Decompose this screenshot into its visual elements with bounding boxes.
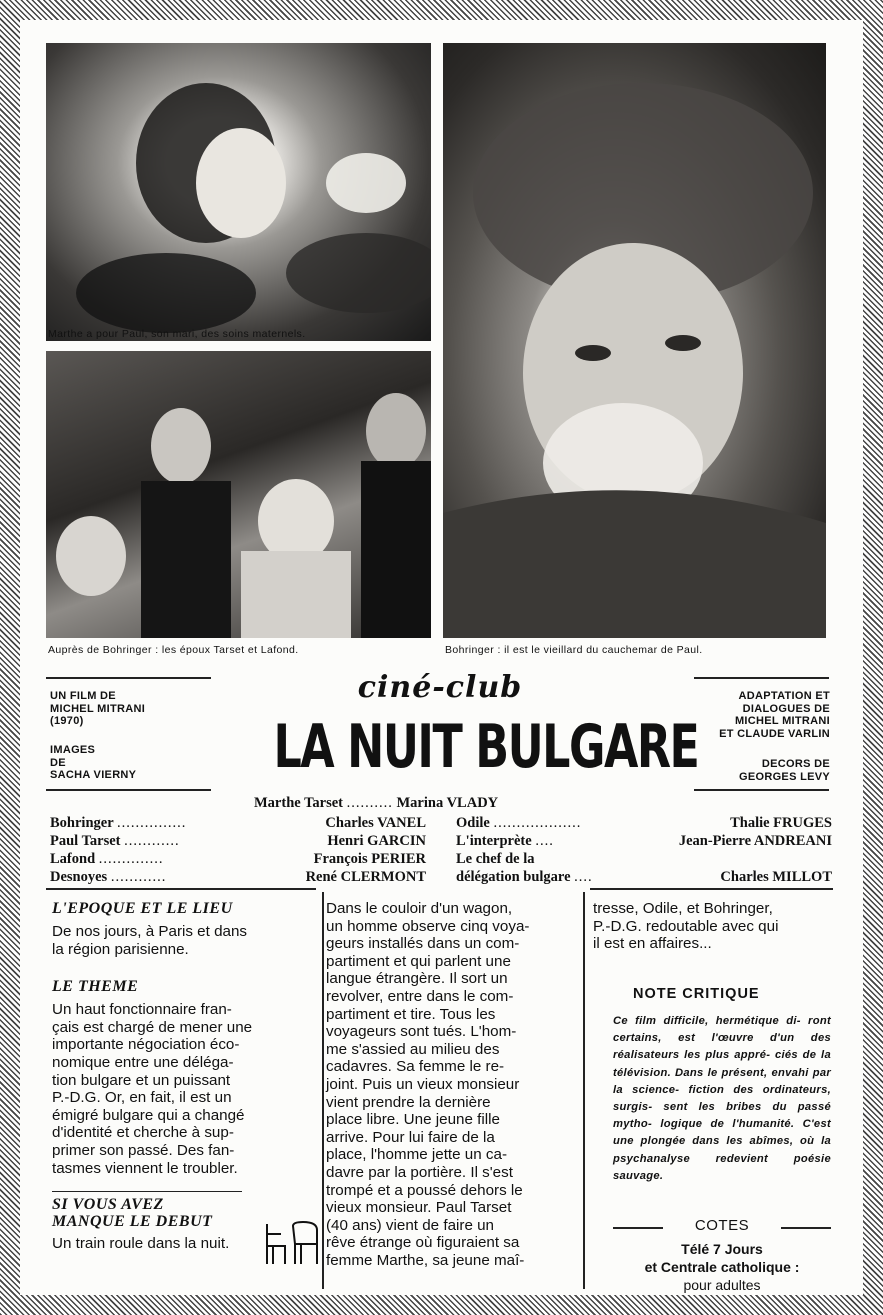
cast-dots: ................... xyxy=(493,815,582,831)
photo-caption-2: Auprès de Bohringer : les époux Tarset et Lafond. xyxy=(48,644,299,656)
cast-actor: Jean-Pierre ANDREANI xyxy=(678,833,832,849)
cast-actor: Marina VLADY xyxy=(396,795,499,811)
text-epoque xyxy=(52,923,318,958)
cast-dots: ............ xyxy=(110,869,167,885)
text-line: partiment et tire. Tous les xyxy=(326,1005,496,1023)
text-line: MANQUE LE DEBUT xyxy=(52,1213,213,1231)
rule-column-3 xyxy=(590,888,833,890)
cast-role: Bohringer xyxy=(50,815,114,831)
cast-actor: René CLERMONT xyxy=(305,869,426,885)
heading-epoque: L'EPOQUE ET LE LIEU xyxy=(52,900,233,917)
cast-role: Lafond xyxy=(50,851,96,867)
text-line: Un haut fonctionnaire fran- xyxy=(52,1001,232,1019)
text-line: tresse, Odile, et Bohringer, xyxy=(593,900,773,917)
text-line: cadavres. Sa femme le re- xyxy=(326,1058,505,1076)
cast-right-row xyxy=(456,833,832,850)
photo-marthe-and-paul xyxy=(46,43,431,341)
rule-column-1 xyxy=(46,888,316,890)
text-line: joint. Puis un vieux monsieur xyxy=(326,1075,520,1093)
cotes-line: et Centrale catholique : xyxy=(644,1259,800,1275)
cast-actor: Henri GARCIN xyxy=(327,833,426,849)
series-logo: ciné-club xyxy=(357,670,523,705)
credit-adaptation: ADAPTATION ET DIALOGUES DE MICHEL MITRANI ET CLAUDE VARLIN xyxy=(719,690,830,740)
cast-role: Paul Tarset xyxy=(50,833,121,849)
text-line: importante négociation éco- xyxy=(52,1036,240,1054)
text-line: un homme observe cinq voya- xyxy=(326,917,530,935)
cast-dots: .......... xyxy=(346,795,393,811)
cast-actor: François PERIER xyxy=(313,851,426,867)
film-title: LA NUIT BULGARE xyxy=(273,712,699,782)
text-line: voyageurs sont tués. L'hom- xyxy=(326,1023,517,1041)
text-line: rêve étrange où figuraient sa xyxy=(326,1234,520,1252)
cast-right-row xyxy=(456,815,832,832)
text-line: partiment et qui parlent une xyxy=(326,952,511,970)
text-line: arrive. Pour lui faire de la xyxy=(326,1128,495,1146)
cotes-line: pour adultes xyxy=(683,1277,761,1293)
chairs-icon xyxy=(263,1220,321,1266)
column-divider-1 xyxy=(322,892,324,1289)
cast-actor: Charles MILLOT xyxy=(720,869,832,885)
rule-debut xyxy=(52,1191,242,1192)
text-line: il est en affaires... xyxy=(593,935,712,953)
text-line: d'identité et cherche à sup- xyxy=(52,1124,234,1142)
text-line: davre par la portière. Il s'est xyxy=(326,1163,513,1181)
text-line: primer son passé. Des fan- xyxy=(52,1141,235,1159)
text-line: (40 ans) vient de faire un xyxy=(326,1216,495,1234)
text-line: la région parisienne. xyxy=(52,940,189,958)
rule-right-bottom xyxy=(694,789,829,791)
cotes-body xyxy=(613,1240,831,1294)
cast-dots: .... xyxy=(574,869,593,885)
text-line: çais est chargé de mener une xyxy=(52,1018,253,1036)
text-line: De nos jours, à Paris et dans xyxy=(52,923,248,940)
cast-role: L'interprète xyxy=(456,833,532,849)
text-line: place, l'homme jette un ca- xyxy=(326,1146,508,1164)
note-critique-text: Ce film difficile, hermétique di- ront certains, est l'œuvre d'un des réalisateurs les plus appré- ciés de la télévision. Dans le présent, envahi par la science- fiction des ordinateurs, surgis- sent les bribes du passé mytho- logique de l'humanité. C'est une plongée dans les abîmes, où la psychanalyse redevient poésie sauvage. xyxy=(613,1015,831,1182)
note-critique-heading: NOTE CRITIQUE xyxy=(633,986,760,1002)
credit-film-by: UN FILM DE MICHEL MITRANI (1970) xyxy=(50,690,146,727)
text-line: tion bulgare et un puissant xyxy=(52,1071,231,1089)
text-line: place libre. Une jeune fille xyxy=(326,1111,500,1129)
text-line: vient prendre la dernière xyxy=(326,1093,491,1111)
cotes-line: Télé 7 Jours xyxy=(681,1241,763,1257)
cast-right-row xyxy=(456,869,832,886)
text-line: geurs installés dans un com- xyxy=(326,935,520,953)
column-left xyxy=(52,900,318,1253)
text-line: femme Marthe, sa jeune maî- xyxy=(326,1251,525,1269)
cast-dots: .............. xyxy=(98,851,164,867)
cast-dots: .... xyxy=(535,833,554,849)
cotes-heading: COTES xyxy=(694,1217,750,1234)
cast-actor: Thalie FRUGES xyxy=(730,815,832,831)
cast-right-row xyxy=(456,851,832,868)
page-sheet xyxy=(20,20,863,1295)
text-line: nomique entre une déléga- xyxy=(52,1053,234,1071)
cast-role: Le chef de la xyxy=(456,851,535,867)
photo-group-scene xyxy=(46,351,431,638)
cast-role: Desnoyes xyxy=(50,869,108,885)
credit-decors: DECORS DE GEORGES LEVY xyxy=(738,758,830,783)
photo-caption-1: Marthe a pour Paul, son mari, des soins maternels. xyxy=(48,328,306,340)
cast-left-row xyxy=(50,869,426,886)
rule-right-top xyxy=(694,677,829,679)
column-middle xyxy=(326,900,578,1269)
photo-old-man-bohringer xyxy=(443,43,826,638)
cast-left-row xyxy=(50,815,426,832)
rule-left-bottom xyxy=(46,789,211,791)
column-divider-2 xyxy=(583,892,585,1289)
text-theme xyxy=(52,1001,318,1177)
text-debut: Un train roule dans la nuit. xyxy=(52,1235,230,1253)
cast-left-row xyxy=(50,851,426,868)
text-line: émigré bulgare qui a changé xyxy=(52,1106,245,1124)
cast-left-row xyxy=(50,833,426,850)
text-line: P.-D.G. Or, en fait, il est un xyxy=(52,1089,232,1107)
text-line: SI VOUS AVEZ xyxy=(52,1196,164,1214)
cast-dots: ............ xyxy=(124,833,180,849)
cast-actor: Charles VANEL xyxy=(325,815,426,831)
cast-role: Odile xyxy=(456,815,490,831)
cast-role: Marthe Tarset xyxy=(254,795,343,811)
photo-caption-3: Bohringer : il est le vieillard du cauchemar de Paul. xyxy=(445,644,703,656)
cast-role: délégation bulgare xyxy=(456,869,571,885)
text-line: Dans le couloir d'un wagon, xyxy=(326,900,513,917)
text-line: langue étrangère. Il sort un xyxy=(326,970,508,988)
heading-theme: LE THEME xyxy=(52,978,139,996)
cast-dots: ............... xyxy=(117,815,187,831)
rule-left-top xyxy=(46,677,211,679)
text-line: tasmes viennent le troubler. xyxy=(52,1159,238,1177)
text-line: trompé et a poussé dehors le xyxy=(326,1181,523,1199)
text-line: vieux monsieur. Paul Tarset xyxy=(326,1199,512,1217)
cast-row-top xyxy=(254,795,498,812)
text-line: revolver, entre dans le com- xyxy=(326,987,514,1005)
credit-images: IMAGES DE SACHA VIERNY xyxy=(50,744,137,781)
column-right xyxy=(593,900,833,953)
text-line: P.-D.G. redoutable avec qui xyxy=(593,917,779,935)
text-line: me s'assied au milieu des xyxy=(326,1040,500,1058)
